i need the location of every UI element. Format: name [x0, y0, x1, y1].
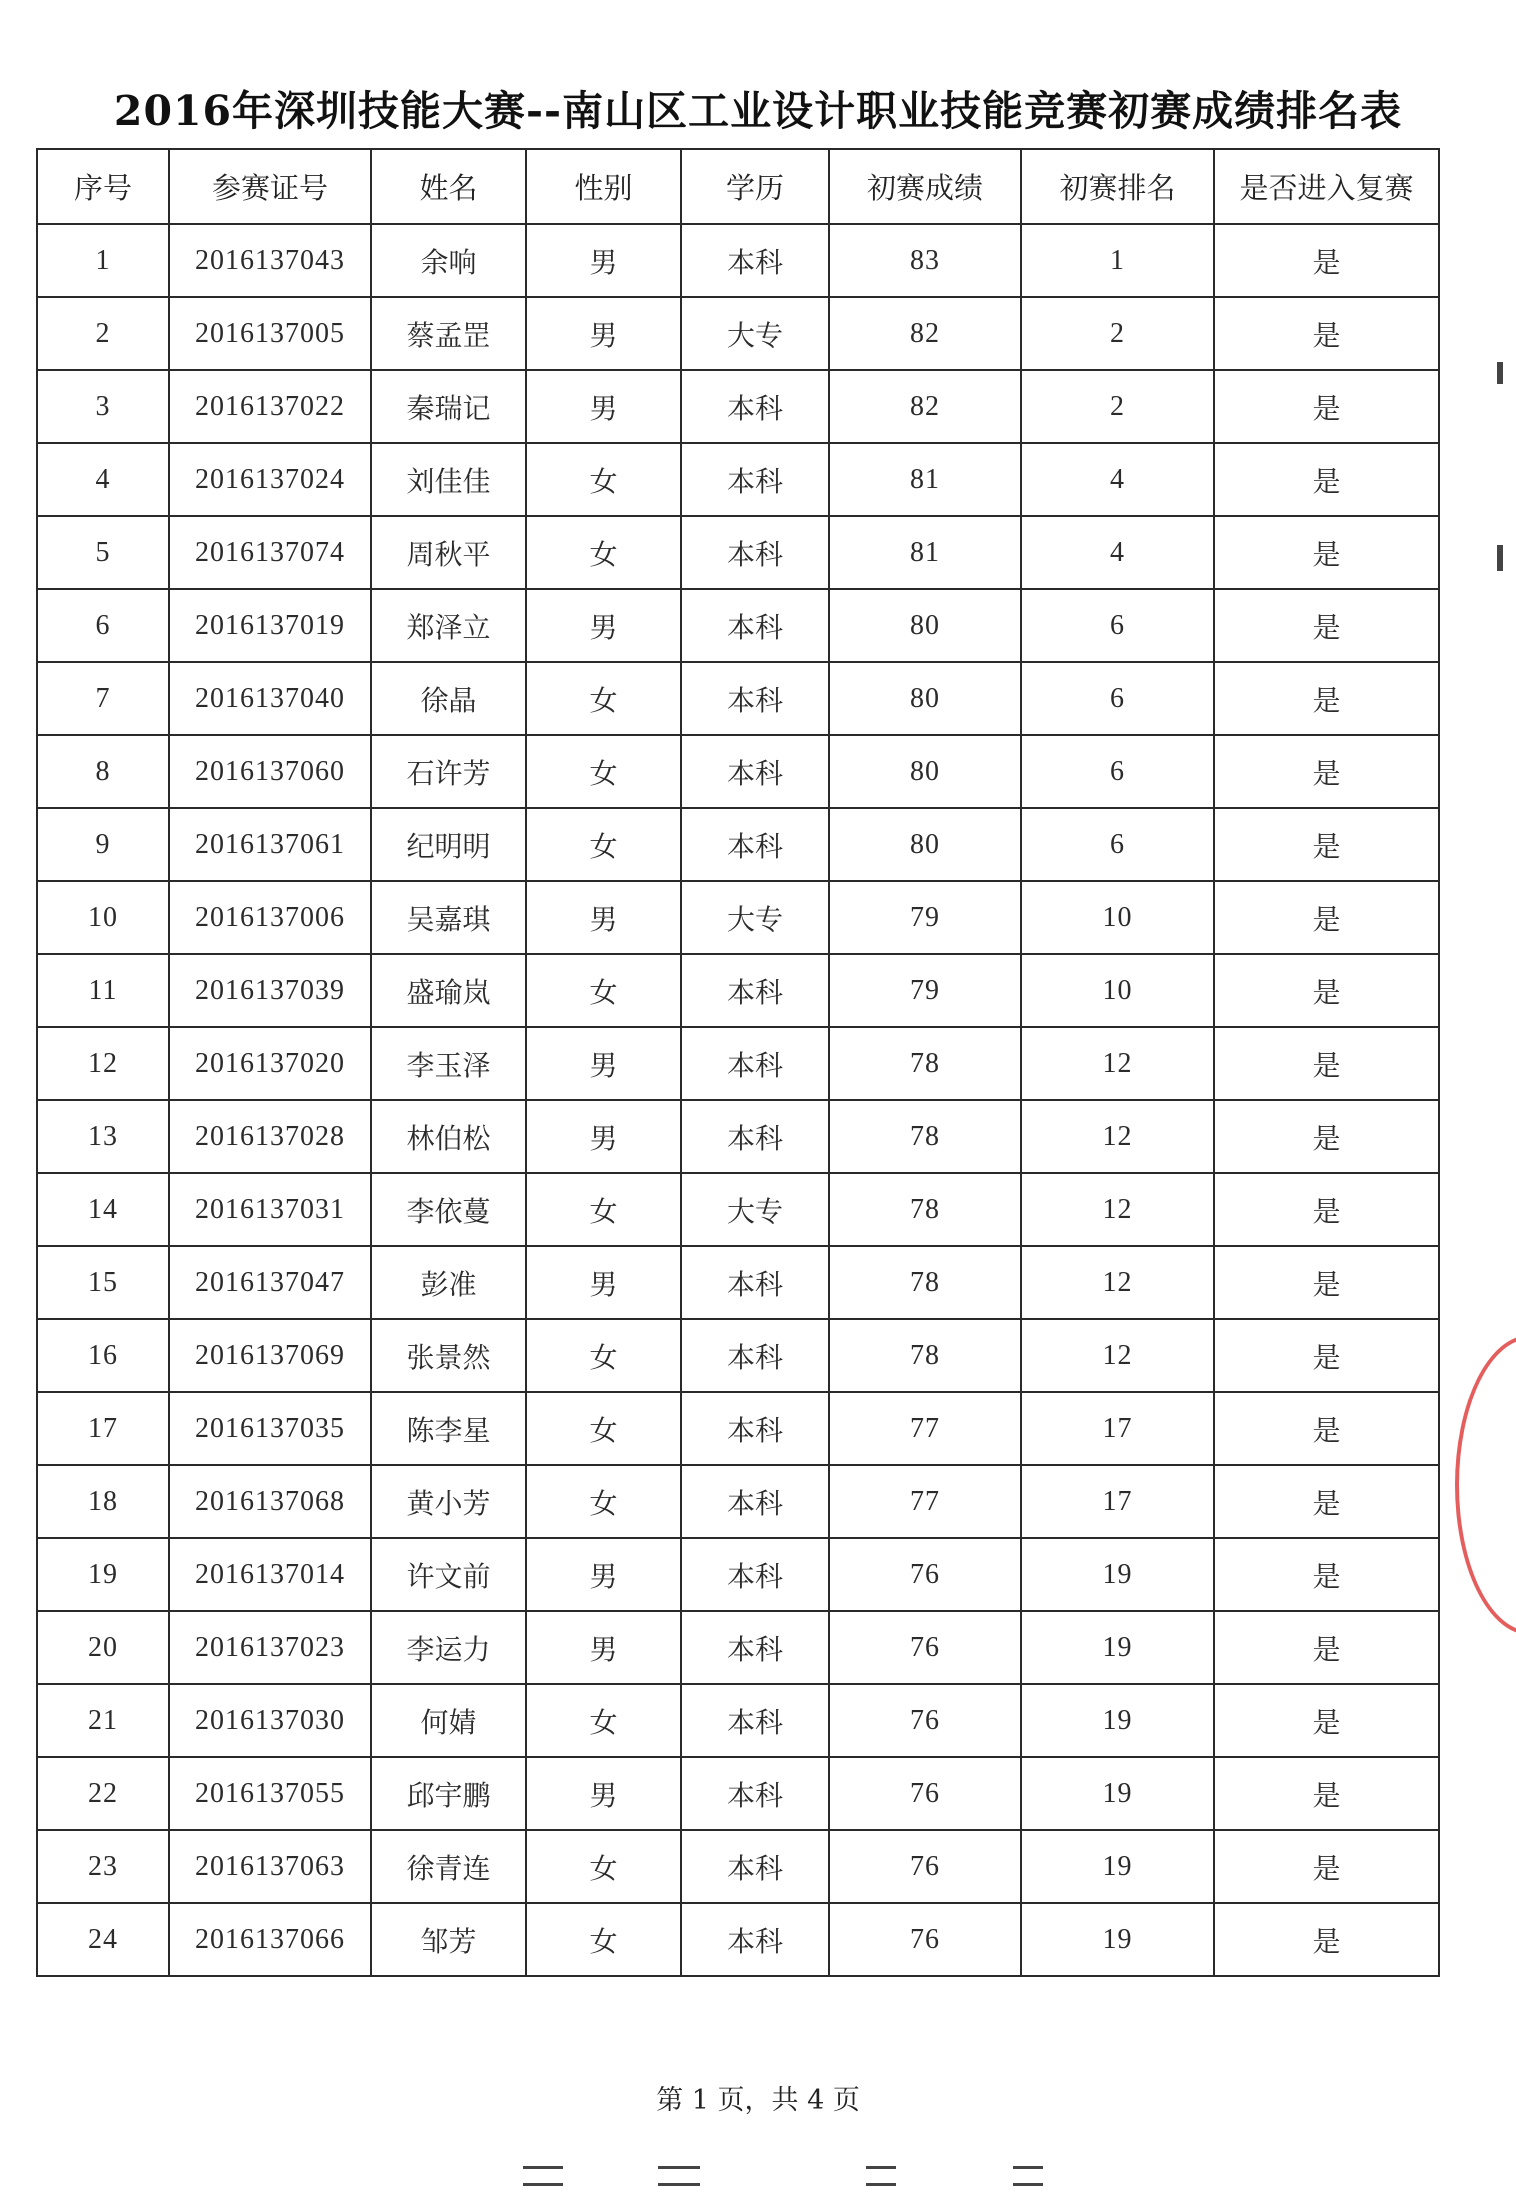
cell-name: 林伯松: [371, 1100, 526, 1173]
cell-advance: 是: [1214, 224, 1439, 297]
cell-entry-number: 2016137043: [169, 224, 371, 297]
cell-entry-number: 2016137020: [169, 1027, 371, 1100]
scan-edge-mark: [1497, 362, 1503, 384]
cell-rank: 2: [1021, 297, 1214, 370]
table-row: [37, 881, 1439, 954]
cell-education: 本科: [681, 370, 829, 443]
cell-entry-number: 2016137063: [169, 1830, 371, 1903]
cell-education: 大专: [681, 881, 829, 954]
cell-index: 11: [37, 954, 169, 1027]
table-header-row: [37, 149, 1439, 224]
cell-education: 本科: [681, 224, 829, 297]
cell-rank: 19: [1021, 1830, 1214, 1903]
cell-score: 76: [829, 1757, 1021, 1830]
cell-entry-number: 2016137068: [169, 1465, 371, 1538]
cell-entry-number: 2016137066: [169, 1903, 371, 1976]
table-row: [37, 1684, 1439, 1757]
cell-rank: 19: [1021, 1611, 1214, 1684]
cell-score: 77: [829, 1465, 1021, 1538]
cell-name: 陈李星: [371, 1392, 526, 1465]
table-row: [37, 370, 1439, 443]
cell-rank: 6: [1021, 662, 1214, 735]
cell-score: 77: [829, 1392, 1021, 1465]
cell-education: 本科: [681, 1903, 829, 1976]
cell-score: 80: [829, 808, 1021, 881]
cell-index: 15: [37, 1246, 169, 1319]
cell-advance: 是: [1214, 1611, 1439, 1684]
cell-education: 本科: [681, 1465, 829, 1538]
column-header-name: 姓名: [371, 149, 526, 224]
cell-advance: 是: [1214, 1830, 1439, 1903]
cell-advance: 是: [1214, 881, 1439, 954]
cell-gender: 男: [526, 1757, 681, 1830]
cell-education: 大专: [681, 1173, 829, 1246]
cell-score: 80: [829, 589, 1021, 662]
cell-entry-number: 2016137061: [169, 808, 371, 881]
cell-name: 郑泽立: [371, 589, 526, 662]
cell-index: 4: [37, 443, 169, 516]
cell-name: 许文前: [371, 1538, 526, 1611]
cell-education: 本科: [681, 1246, 829, 1319]
cell-index: 12: [37, 1027, 169, 1100]
cell-name: 黄小芳: [371, 1465, 526, 1538]
cell-score: 80: [829, 662, 1021, 735]
cell-education: 本科: [681, 1757, 829, 1830]
cell-index: 9: [37, 808, 169, 881]
cell-rank: 6: [1021, 589, 1214, 662]
cell-name: 李玉泽: [371, 1027, 526, 1100]
cell-advance: 是: [1214, 1684, 1439, 1757]
table-row: [37, 1100, 1439, 1173]
cell-rank: 12: [1021, 1100, 1214, 1173]
cell-education: 本科: [681, 1830, 829, 1903]
cell-index: 5: [37, 516, 169, 589]
cell-score: 76: [829, 1903, 1021, 1976]
cell-score: 78: [829, 1319, 1021, 1392]
cell-gender: 女: [526, 443, 681, 516]
cell-education: 本科: [681, 516, 829, 589]
cell-score: 81: [829, 516, 1021, 589]
table-row: [37, 808, 1439, 881]
table-row: [37, 1538, 1439, 1611]
cell-education: 本科: [681, 443, 829, 516]
cell-name: 秦瑞记: [371, 370, 526, 443]
table-row: [37, 1173, 1439, 1246]
cell-entry-number: 2016137047: [169, 1246, 371, 1319]
cell-entry-number: 2016137069: [169, 1319, 371, 1392]
cell-name: 张景然: [371, 1319, 526, 1392]
cell-score: 79: [829, 881, 1021, 954]
cell-gender: 女: [526, 1173, 681, 1246]
cell-entry-number: 2016137005: [169, 297, 371, 370]
cell-gender: 女: [526, 662, 681, 735]
cell-rank: 6: [1021, 735, 1214, 808]
scan-footer-mark: [1013, 2166, 1043, 2186]
cell-score: 78: [829, 1173, 1021, 1246]
cell-index: 20: [37, 1611, 169, 1684]
cell-name: 邱宇鹏: [371, 1757, 526, 1830]
cell-advance: 是: [1214, 1903, 1439, 1976]
table-row: [37, 1757, 1439, 1830]
table-row: [37, 589, 1439, 662]
cell-gender: 女: [526, 954, 681, 1027]
table-row: [37, 516, 1439, 589]
cell-index: 8: [37, 735, 169, 808]
cell-name: 蔡孟罡: [371, 297, 526, 370]
cell-education: 本科: [681, 1538, 829, 1611]
cell-rank: 12: [1021, 1027, 1214, 1100]
cell-rank: 12: [1021, 1173, 1214, 1246]
cell-gender: 女: [526, 1903, 681, 1976]
cell-education: 本科: [681, 1027, 829, 1100]
cell-gender: 女: [526, 1830, 681, 1903]
table-row: [37, 1392, 1439, 1465]
cell-rank: 12: [1021, 1246, 1214, 1319]
table-row: [37, 662, 1439, 735]
column-header-entry-number: 参赛证号: [169, 149, 371, 224]
cell-gender: 男: [526, 370, 681, 443]
table-row: [37, 1027, 1439, 1100]
cell-education: 本科: [681, 808, 829, 881]
cell-entry-number: 2016137040: [169, 662, 371, 735]
cell-gender: 男: [526, 297, 681, 370]
cell-score: 81: [829, 443, 1021, 516]
table-row: [37, 297, 1439, 370]
cell-gender: 男: [526, 881, 681, 954]
cell-entry-number: 2016137022: [169, 370, 371, 443]
cell-name: 李运力: [371, 1611, 526, 1684]
cell-advance: 是: [1214, 954, 1439, 1027]
cell-name: 余响: [371, 224, 526, 297]
cell-name: 盛瑜岚: [371, 954, 526, 1027]
official-seal: [1455, 1335, 1516, 1635]
cell-rank: 10: [1021, 954, 1214, 1027]
cell-gender: 女: [526, 808, 681, 881]
cell-entry-number: 2016137039: [169, 954, 371, 1027]
cell-entry-number: 2016137074: [169, 516, 371, 589]
cell-rank: 17: [1021, 1465, 1214, 1538]
cell-rank: 12: [1021, 1319, 1214, 1392]
cell-advance: 是: [1214, 1392, 1439, 1465]
cell-gender: 女: [526, 1465, 681, 1538]
cell-advance: 是: [1214, 516, 1439, 589]
results-table: [36, 148, 1440, 1977]
cell-education: 本科: [681, 1319, 829, 1392]
cell-name: 纪明明: [371, 808, 526, 881]
cell-index: 7: [37, 662, 169, 735]
cell-score: 76: [829, 1611, 1021, 1684]
cell-name: 吴嘉琪: [371, 881, 526, 954]
cell-score: 79: [829, 954, 1021, 1027]
cell-entry-number: 2016137023: [169, 1611, 371, 1684]
page-footer: 第 1 页，共 4 页: [656, 2085, 860, 2116]
cell-name: 周秋平: [371, 516, 526, 589]
cell-name: 徐青连: [371, 1830, 526, 1903]
cell-rank: 10: [1021, 881, 1214, 954]
cell-index: 22: [37, 1757, 169, 1830]
cell-score: 78: [829, 1246, 1021, 1319]
cell-score: 76: [829, 1830, 1021, 1903]
cell-index: 1: [37, 224, 169, 297]
cell-score: 80: [829, 735, 1021, 808]
cell-advance: 是: [1214, 1100, 1439, 1173]
cell-advance: 是: [1214, 808, 1439, 881]
results-table-container: [36, 148, 1438, 1977]
page-title: 2016年深圳技能大赛--南山区工业设计职业技能竞赛初赛成绩排名表: [113, 87, 1403, 135]
cell-score: 76: [829, 1538, 1021, 1611]
cell-rank: 4: [1021, 516, 1214, 589]
cell-education: 本科: [681, 662, 829, 735]
cell-advance: 是: [1214, 1173, 1439, 1246]
cell-index: 17: [37, 1392, 169, 1465]
cell-name: 刘佳佳: [371, 443, 526, 516]
cell-index: 10: [37, 881, 169, 954]
cell-gender: 男: [526, 1611, 681, 1684]
table-row: [37, 735, 1439, 808]
cell-gender: 女: [526, 1319, 681, 1392]
cell-entry-number: 2016137060: [169, 735, 371, 808]
cell-entry-number: 2016137055: [169, 1757, 371, 1830]
cell-advance: 是: [1214, 1246, 1439, 1319]
table-row: [37, 443, 1439, 516]
column-header-rank: 初赛排名: [1021, 149, 1214, 224]
cell-education: 本科: [681, 1611, 829, 1684]
cell-advance: 是: [1214, 1757, 1439, 1830]
cell-rank: 6: [1021, 808, 1214, 881]
column-header-advance: 是否进入复赛: [1214, 149, 1439, 224]
cell-gender: 男: [526, 224, 681, 297]
cell-gender: 女: [526, 735, 681, 808]
cell-score: 78: [829, 1027, 1021, 1100]
table-row: [37, 1903, 1439, 1976]
scan-edge-mark: [1497, 545, 1503, 571]
cell-advance: 是: [1214, 1538, 1439, 1611]
table-row: [37, 1830, 1439, 1903]
column-header-gender: 性别: [526, 149, 681, 224]
scan-footer-mark: [866, 2166, 896, 2186]
cell-score: 76: [829, 1684, 1021, 1757]
cell-gender: 女: [526, 1684, 681, 1757]
cell-entry-number: 2016137035: [169, 1392, 371, 1465]
cell-name: 石许芳: [371, 735, 526, 808]
cell-education: 本科: [681, 589, 829, 662]
cell-index: 24: [37, 1903, 169, 1976]
cell-entry-number: 2016137019: [169, 589, 371, 662]
cell-gender: 男: [526, 1538, 681, 1611]
cell-rank: 4: [1021, 443, 1214, 516]
cell-gender: 女: [526, 516, 681, 589]
cell-score: 78: [829, 1100, 1021, 1173]
cell-advance: 是: [1214, 662, 1439, 735]
cell-gender: 男: [526, 1027, 681, 1100]
cell-gender: 男: [526, 1246, 681, 1319]
cell-rank: 19: [1021, 1538, 1214, 1611]
cell-advance: 是: [1214, 589, 1439, 662]
column-header-score: 初赛成绩: [829, 149, 1021, 224]
cell-index: 21: [37, 1684, 169, 1757]
column-header-index: 序号: [37, 149, 169, 224]
cell-index: 2: [37, 297, 169, 370]
cell-rank: 19: [1021, 1903, 1214, 1976]
cell-index: 13: [37, 1100, 169, 1173]
table-row: [37, 1465, 1439, 1538]
column-header-education: 学历: [681, 149, 829, 224]
table-row: [37, 224, 1439, 297]
cell-score: 82: [829, 370, 1021, 443]
cell-education: 本科: [681, 954, 829, 1027]
cell-index: 3: [37, 370, 169, 443]
cell-score: 83: [829, 224, 1021, 297]
cell-rank: 1: [1021, 224, 1214, 297]
cell-advance: 是: [1214, 370, 1439, 443]
table-row: [37, 1319, 1439, 1392]
cell-rank: 17: [1021, 1392, 1214, 1465]
cell-name: 何婧: [371, 1684, 526, 1757]
cell-advance: 是: [1214, 297, 1439, 370]
cell-entry-number: 2016137024: [169, 443, 371, 516]
cell-score: 82: [829, 297, 1021, 370]
cell-index: 19: [37, 1538, 169, 1611]
cell-advance: 是: [1214, 1027, 1439, 1100]
cell-education: 本科: [681, 735, 829, 808]
cell-entry-number: 2016137031: [169, 1173, 371, 1246]
cell-gender: 男: [526, 1100, 681, 1173]
cell-rank: 2: [1021, 370, 1214, 443]
cell-advance: 是: [1214, 735, 1439, 808]
cell-index: 23: [37, 1830, 169, 1903]
cell-education: 本科: [681, 1100, 829, 1173]
cell-index: 6: [37, 589, 169, 662]
cell-entry-number: 2016137006: [169, 881, 371, 954]
cell-rank: 19: [1021, 1757, 1214, 1830]
cell-index: 16: [37, 1319, 169, 1392]
cell-education: 本科: [681, 1392, 829, 1465]
scan-footer-mark: [658, 2166, 700, 2186]
cell-entry-number: 2016137014: [169, 1538, 371, 1611]
table-body: [37, 224, 1439, 1976]
cell-entry-number: 2016137030: [169, 1684, 371, 1757]
table-row: [37, 1246, 1439, 1319]
cell-name: 李依蔓: [371, 1173, 526, 1246]
scan-footer-mark: [523, 2166, 563, 2186]
cell-name: 邹芳: [371, 1903, 526, 1976]
cell-name: 彭准: [371, 1246, 526, 1319]
cell-advance: 是: [1214, 1465, 1439, 1538]
cell-advance: 是: [1214, 1319, 1439, 1392]
table-row: [37, 1611, 1439, 1684]
cell-rank: 19: [1021, 1684, 1214, 1757]
cell-name: 徐晶: [371, 662, 526, 735]
cell-index: 14: [37, 1173, 169, 1246]
cell-gender: 男: [526, 589, 681, 662]
cell-education: 本科: [681, 1684, 829, 1757]
table-row: [37, 954, 1439, 1027]
cell-index: 18: [37, 1465, 169, 1538]
cell-advance: 是: [1214, 443, 1439, 516]
cell-gender: 女: [526, 1392, 681, 1465]
cell-entry-number: 2016137028: [169, 1100, 371, 1173]
cell-education: 大专: [681, 297, 829, 370]
